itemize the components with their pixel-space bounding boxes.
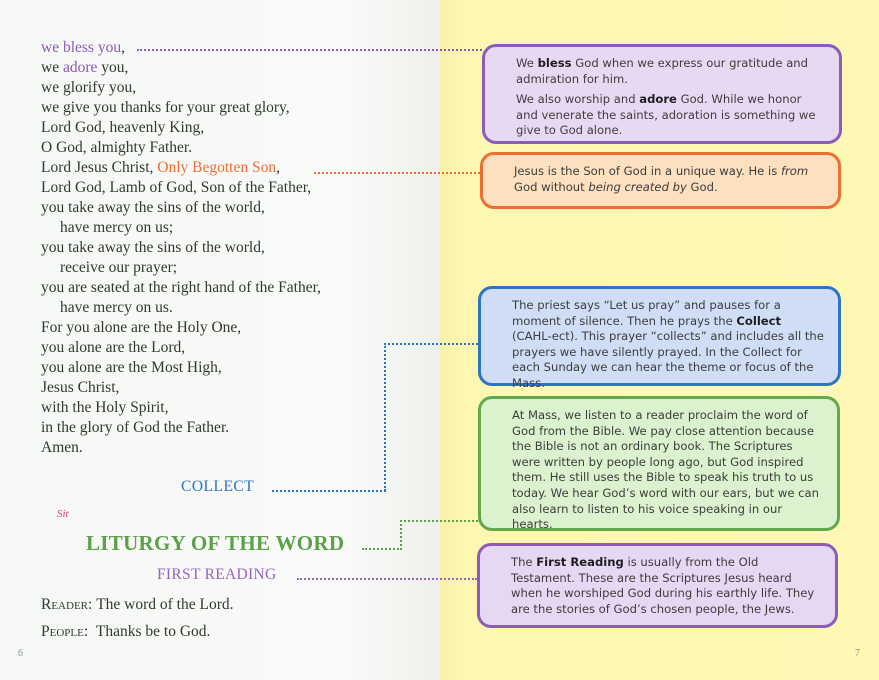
text: we [41,59,63,76]
gloria-line: with the Holy Spirit, [41,399,169,416]
son-paragraph [514,164,824,195]
text: The priest says “Let us pray” and pauses for a moment of silence. Then he prays the [512,298,781,328]
gloria-line: you alone are the Lord, [41,339,186,356]
text: you, [97,59,129,76]
bless-adore-explanation-box [482,44,842,144]
punct: , [121,39,125,56]
gloria-line: you take away the sins of the world, [41,199,265,216]
connector-collect-bottom [272,490,386,492]
italic-term: from [780,164,809,178]
adore-paragraph [516,92,825,139]
response-text: Thanks be to God. [95,623,211,640]
text: , [276,159,280,176]
sit-rubric: Sit [57,508,69,520]
gloria-line [41,158,280,178]
bold-term: First Reading [536,555,624,569]
page-number-right: 7 [855,648,860,659]
highlight-only-begotten-son: Only Begotten Son [157,159,277,176]
highlight-adore: adore [62,59,98,76]
gloria-line: O God, almighty Father. [41,139,193,156]
liturgy-of-the-word-explanation-box [478,396,840,531]
connector-liturgy-vertical [400,520,402,550]
page-number-left: 6 [18,648,23,659]
connector-only-begotten-son [314,172,480,174]
gloria-line [41,38,125,58]
speaker-label: People: [41,623,89,640]
bold-term: adore [639,92,677,107]
first-reading-paragraph [511,555,821,617]
word-paragraph: At Mass, we listen to a reader proclaim the word of God from the Bible. We pay close attention because the Bible is not an ordinary book. The Scriptures were written by people long ago, but God inspired them. He still uses the Bible to speak his truth to us today. We hear God’s word with our ears, but we can also learn to listen to his voice speaking in our hearts. [512,408,820,532]
connector-liturgy-top [400,520,478,522]
gloria-line: have mercy on us. [60,299,173,316]
gloria-line: For you alone are the Holy One, [41,319,242,336]
text: Jesus is the Son of God in a unique way. He is [514,164,781,178]
bold-term: bless [537,56,572,70]
gloria-line: we glorify you, [41,79,137,96]
text: We also worship and [516,92,640,107]
connector-first-reading [297,578,477,580]
collect-heading: COLLECT [181,478,255,495]
gloria-line: you alone are the Most High, [41,359,222,376]
gloria-line: have mercy on us; [60,219,174,236]
gloria-line: receive our prayer; [60,259,178,276]
collect-paragraph [512,298,824,392]
gloria-line: you are seated at the right hand of the Father, [41,279,321,296]
liturgy-of-the-word-heading: LITURGY OF THE WORD [86,531,345,555]
text: God without [514,179,589,194]
text: God. While we honor and venerate the saints, adoration is something we give to God alone. [516,92,816,138]
gloria-line: Jesus Christ, [41,379,120,396]
gloria-line: we give you thanks for your great glory, [41,99,290,116]
text: Lord Jesus Christ, [41,159,158,176]
speaker-label: Reader: [41,596,93,613]
text: God. [686,179,718,194]
gloria-line [41,58,128,78]
connector-liturgy-bottom [362,548,402,550]
first-reading-heading: FIRST READING [157,566,277,583]
reader-response [41,596,234,614]
bold-term: Collect [736,313,782,328]
highlight-bless: we bless you [41,39,122,56]
response-text: The word of the Lord. [96,596,234,613]
text: is usually from the Old Testament. These are the Scriptures Jesus heard when he worshiped God during his earthly life. They are the stories of God’s chosen people, the Jews. [511,555,815,616]
text: God when we express our gratitude and admiration for him. [516,56,809,86]
people-response [41,623,210,641]
connector-bless [137,49,482,51]
only-begotten-son-explanation-box [480,152,841,209]
gloria-line: you take away the sins of the world, [41,239,265,256]
connector-collect-top [384,343,478,345]
first-reading-explanation-box [477,543,838,628]
text: We [516,56,538,70]
text: The [511,555,537,569]
gloria-line: Lord God, Lamb of God, Son of the Father, [41,179,312,196]
gloria-line: Lord God, heavenly King, [41,119,205,136]
gloria-line: in the glory of God the Father. [41,419,230,436]
text: (CAHL-ect). This prayer “collects” and includes all the prayers we have silently prayed. In the Collect for each Sunday we can hear the theme or focus of the Mass. [512,329,824,390]
italic-term: being created by [588,179,687,194]
collect-explanation-box [478,286,841,390]
gloria-line: Amen. [41,439,83,456]
bless-paragraph [516,56,825,87]
connector-collect-vertical [384,343,386,491]
